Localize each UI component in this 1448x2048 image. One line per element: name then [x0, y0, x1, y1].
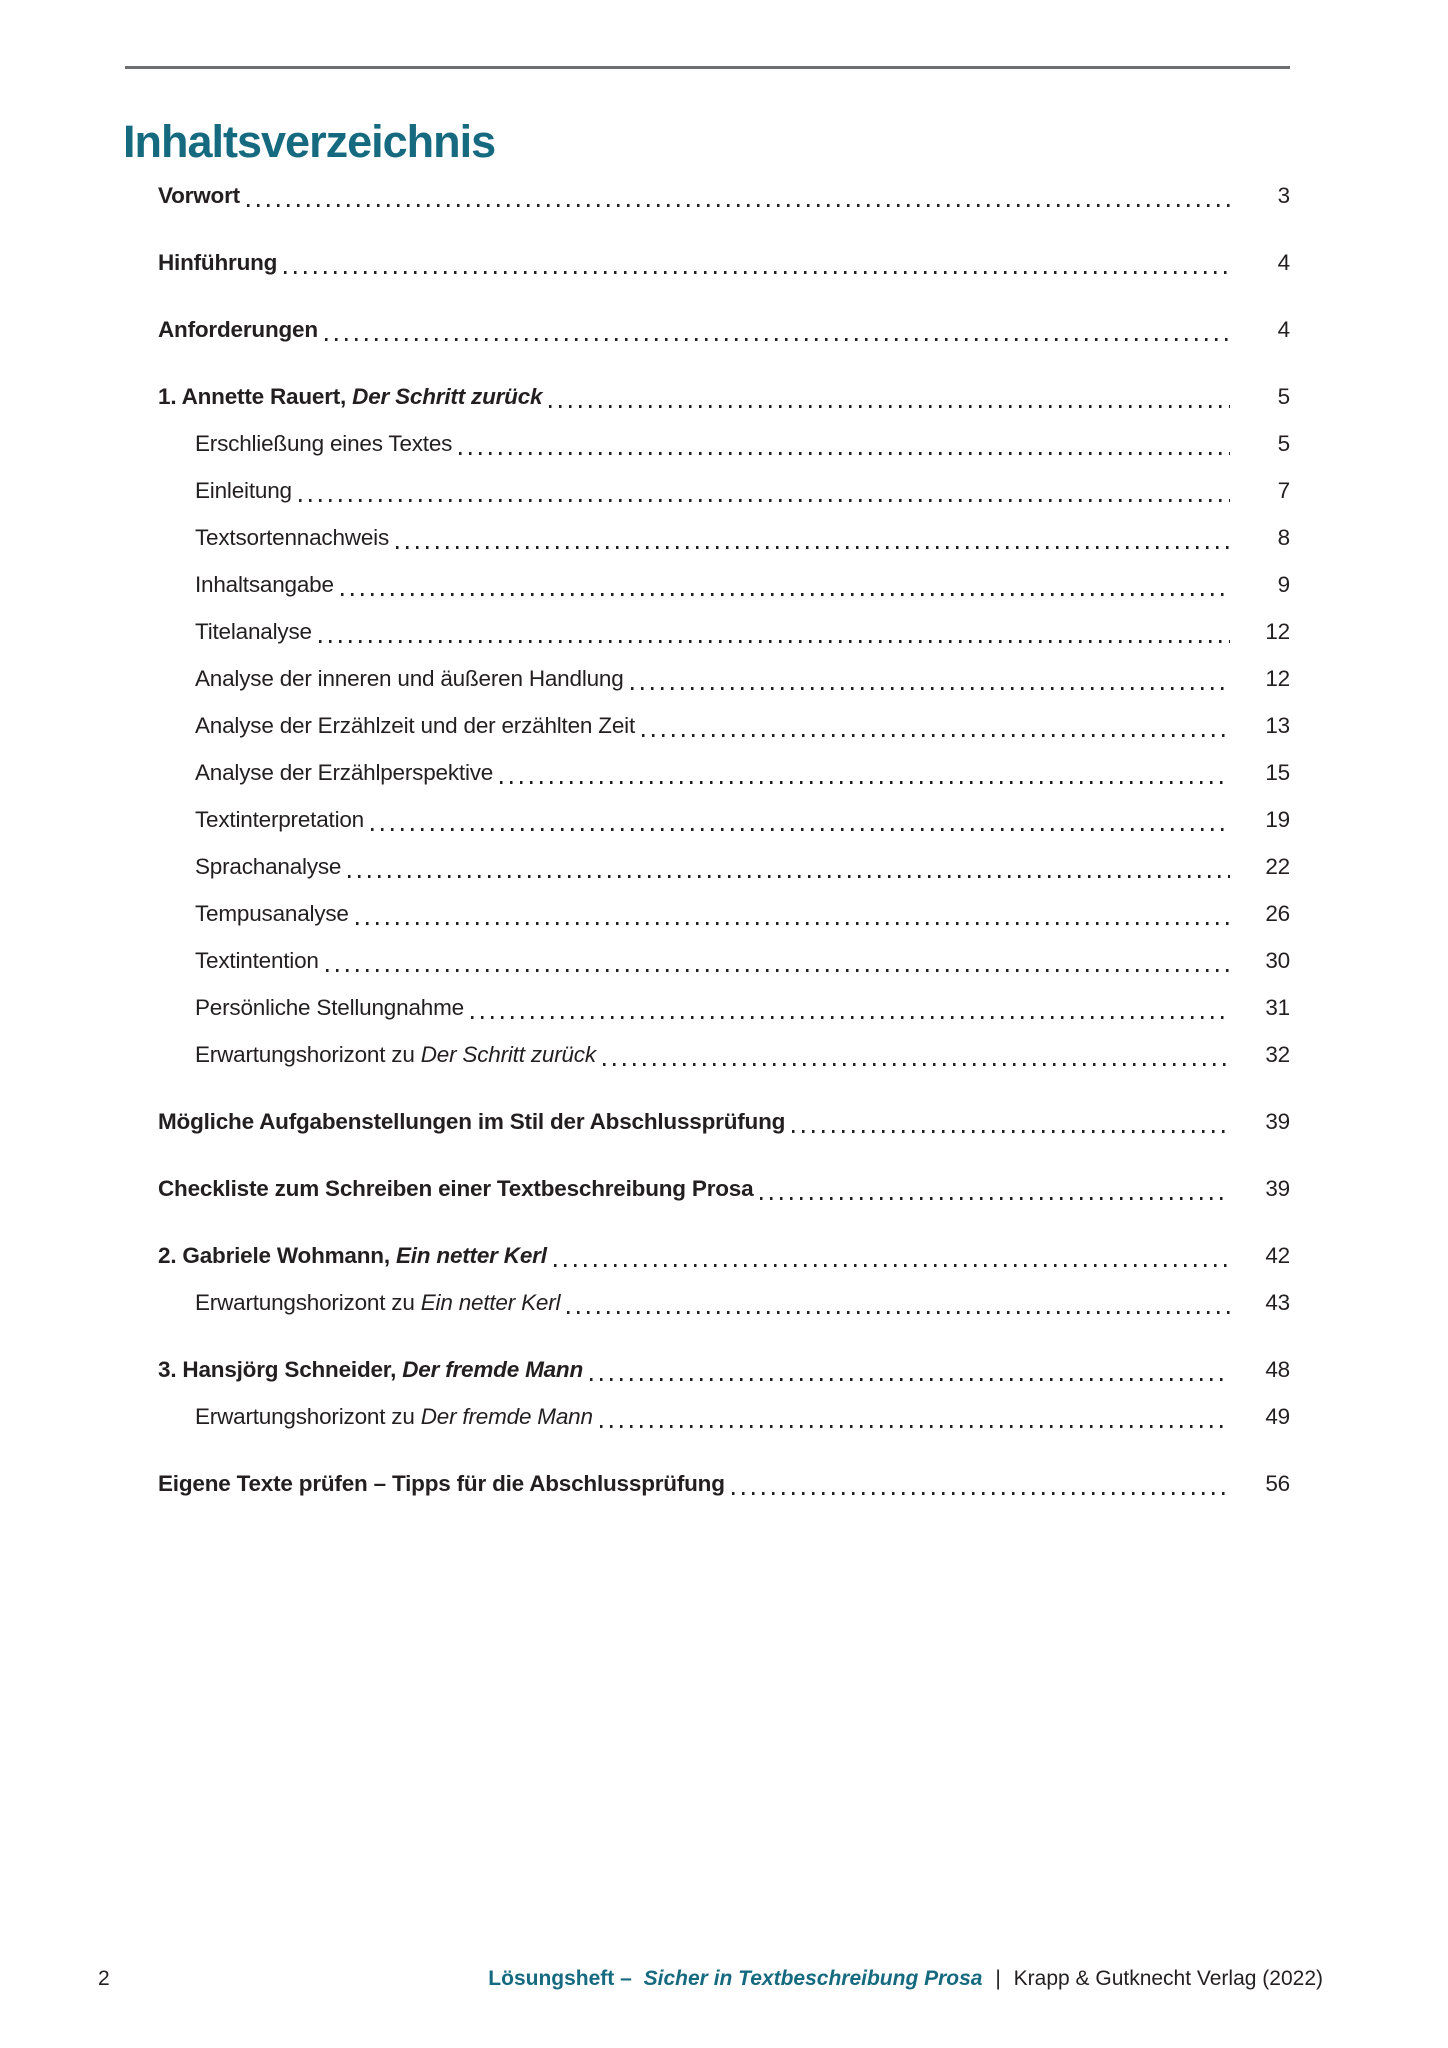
page-title: Inhaltsverzeichnis: [123, 116, 496, 168]
toc-entry: [158, 1283, 1290, 1323]
toc-dotted-leader: [471, 1016, 1230, 1019]
toc-page-number: 15: [1265, 760, 1290, 785]
toc-entry-label: Vorwort: [158, 183, 240, 208]
toc-dotted-leader: [567, 1311, 1230, 1314]
toc-entry-label: Tempusanalyse: [195, 901, 349, 926]
toc-page-number: 48: [1265, 1357, 1290, 1382]
toc-entry-label: Sprachanalyse: [195, 854, 342, 879]
toc-entry-label: Hinführung: [158, 250, 278, 275]
toc-page-number: 5: [1277, 384, 1290, 409]
toc-page-number: 49: [1265, 1404, 1290, 1429]
footer-separator: |: [995, 1967, 1001, 1990]
toc-page-number: 12: [1265, 666, 1290, 691]
toc-page-number: 4: [1277, 250, 1290, 275]
toc-entry: [158, 377, 1290, 417]
toc-page-number: 13: [1265, 713, 1290, 738]
toc-entry: [158, 176, 1290, 216]
toc-dotted-leader: [371, 828, 1230, 831]
toc-entry: [158, 706, 1290, 746]
toc-dotted-leader: [760, 1197, 1230, 1200]
toc-entry: [158, 1035, 1290, 1075]
toc-entry: [158, 753, 1290, 793]
toc-page-number: 39: [1265, 1176, 1290, 1201]
toc-entry-label: Titelanalyse: [195, 619, 312, 644]
toc-entry-label: Mögliche Aufgabenstellungen im Stil der Abschlussprüfung: [158, 1109, 786, 1134]
toc-dotted-leader: [600, 1425, 1230, 1428]
toc-entry-label: Textintention: [195, 948, 319, 973]
toc-entry: [158, 424, 1290, 464]
toc-entry: [158, 659, 1290, 699]
toc-entry: [158, 988, 1290, 1028]
toc-page-number: 12: [1265, 619, 1290, 644]
toc-dotted-leader: [603, 1063, 1230, 1066]
toc-page-number: 8: [1277, 525, 1290, 550]
toc-entry: [158, 471, 1290, 511]
toc-entry: [158, 565, 1290, 605]
toc-page-number: 43: [1265, 1290, 1290, 1315]
toc-page-number: 31: [1265, 995, 1290, 1020]
toc-entry-label: Inhaltsangabe: [195, 572, 334, 597]
toc-entry: [158, 612, 1290, 652]
toc-dotted-leader: [284, 271, 1230, 274]
toc-dotted-leader: [792, 1130, 1230, 1133]
toc-entry-label: Erwartungshorizont zu Ein netter Kerl: [195, 1290, 561, 1315]
toc-entry-label: Persönliche Stellungnahme: [195, 995, 464, 1020]
header-rule: [125, 66, 1290, 69]
toc-dotted-leader: [325, 338, 1230, 341]
toc-entry: [158, 1169, 1290, 1209]
toc-page-number: 32: [1265, 1042, 1290, 1067]
toc-entry-label: Erwartungshorizont zu Der fremde Mann: [195, 1404, 593, 1429]
toc-page-number: 22: [1265, 854, 1290, 879]
footer-imprint: [488, 1964, 1323, 1994]
toc-entry: [158, 894, 1290, 934]
toc-entry-label: Checkliste zum Schreiben einer Textbeschreibung Prosa: [158, 1176, 754, 1201]
toc-page-number: 4: [1277, 317, 1290, 342]
toc-entry: [158, 1464, 1290, 1504]
toc-entry-label: Erschließung eines Textes: [195, 431, 453, 456]
toc-page-number: 9: [1277, 572, 1290, 597]
toc-entry: [158, 847, 1290, 887]
toc-dotted-leader: [319, 640, 1230, 643]
toc-entry: [158, 1236, 1290, 1276]
toc-entry-label: Textsortennachweis: [195, 525, 390, 550]
toc-entry-label: Analyse der Erzählzeit und der erzählten Zeit: [195, 713, 635, 738]
toc-entry-label: Anforderungen: [158, 317, 318, 342]
toc-page-number: 3: [1277, 183, 1290, 208]
toc-page-number: 56: [1265, 1471, 1290, 1496]
toc-dotted-leader: [299, 499, 1230, 502]
toc-entry-label: 2. Gabriele Wohmann, Ein netter Kerl: [158, 1243, 547, 1268]
toc-entry: [158, 1102, 1290, 1142]
toc-dotted-leader: [631, 687, 1230, 690]
toc-page-number: 42: [1265, 1243, 1290, 1268]
toc-entry: [158, 243, 1290, 283]
toc-entry-label: Eigene Texte prüfen – Tipps für die Abschlussprüfung: [158, 1471, 725, 1496]
footer-page-number: 2: [98, 1967, 110, 1990]
toc-dotted-leader: [642, 734, 1230, 737]
toc-dotted-leader: [396, 546, 1230, 549]
toc-page-number: 7: [1277, 478, 1290, 503]
toc-dotted-leader: [348, 875, 1230, 878]
toc-dotted-leader: [554, 1264, 1230, 1267]
toc-entry: [158, 1350, 1290, 1390]
toc-entry-label: 1. Annette Rauert, Der Schritt zurück: [158, 384, 543, 409]
toc-dotted-leader: [732, 1492, 1230, 1495]
toc-page-number: 30: [1265, 948, 1290, 973]
toc-entry-label: Erwartungshorizont zu Der Schritt zurück: [195, 1042, 596, 1067]
toc-page-number: 26: [1265, 901, 1290, 926]
toc-entry-label: 3. Hansjörg Schneider, Der fremde Mann: [158, 1357, 584, 1382]
footer-series-title: Sicher in Textbeschreibung Prosa: [643, 1967, 983, 1990]
toc-entry: [158, 518, 1290, 558]
toc-dotted-leader: [326, 969, 1230, 972]
toc-entry-label: Analyse der Erzählperspektive: [195, 760, 494, 785]
toc-dotted-leader: [247, 204, 1230, 207]
toc-entry: [158, 941, 1290, 981]
toc-entry: [158, 1397, 1290, 1437]
toc-entry-label: Einleitung: [195, 478, 292, 503]
toc-page-number: 5: [1277, 431, 1290, 456]
toc-entry-label: Analyse der inneren und äußeren Handlung: [195, 666, 624, 691]
toc-dotted-leader: [549, 405, 1230, 408]
toc-dotted-leader: [341, 593, 1230, 596]
toc-page-number: 39: [1265, 1109, 1290, 1134]
toc-dotted-leader: [590, 1378, 1230, 1381]
footer-publisher: Krapp & Gutknecht Verlag (2022): [1013, 1967, 1323, 1990]
toc-entry: [158, 800, 1290, 840]
toc-dotted-leader: [356, 922, 1230, 925]
toc-list: [158, 176, 1290, 1504]
toc-dotted-leader: [500, 781, 1230, 784]
toc-entry: [158, 310, 1290, 350]
toc-entry-label: Textinterpretation: [195, 807, 364, 832]
toc-dotted-leader: [459, 452, 1230, 455]
footer-series-label: Lösungsheft –: [488, 1967, 632, 1990]
toc-page-number: 19: [1265, 807, 1290, 832]
